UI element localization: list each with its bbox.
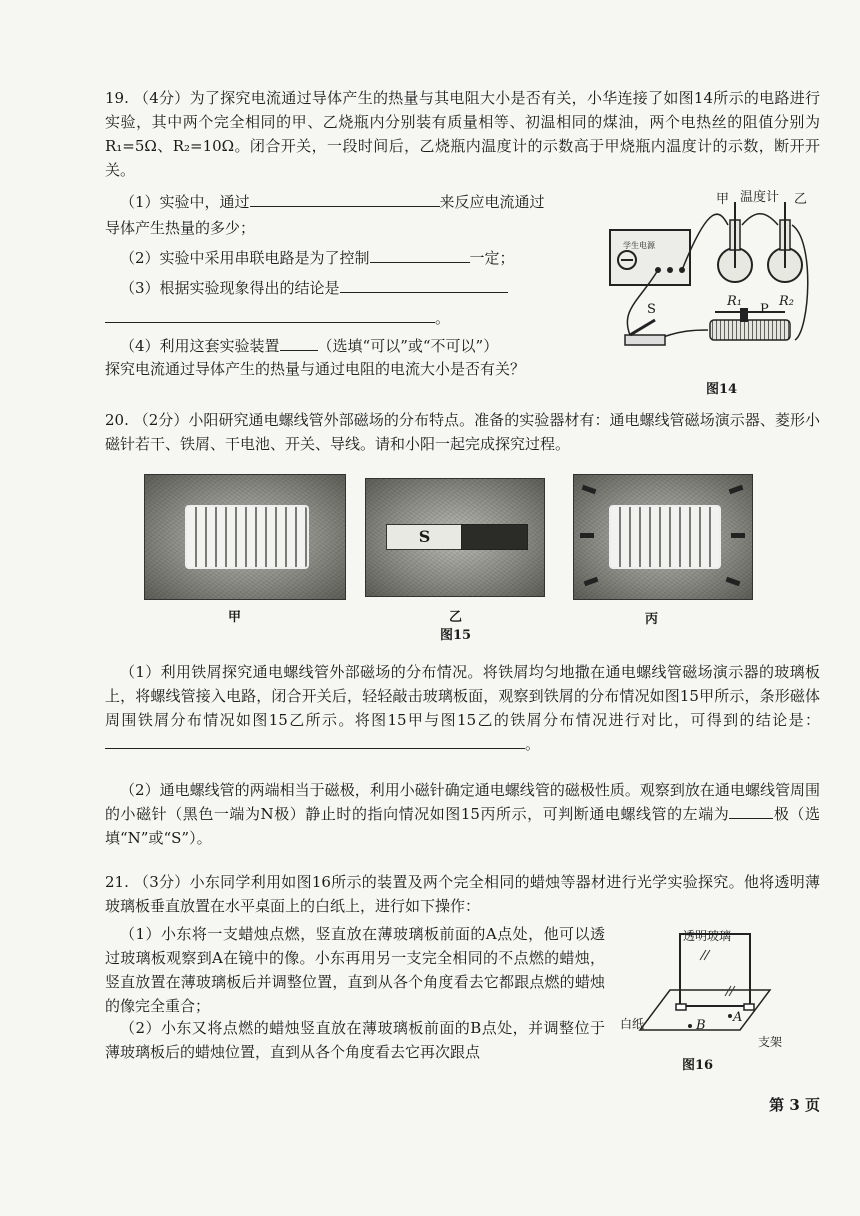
figure-15-caption: 图15 xyxy=(440,628,472,643)
q19-blank-1[interactable] xyxy=(250,190,440,207)
q21-part2: （2）小东又将点燃的蜡烛竖直放在薄玻璃板前面的B点处，并调整位于薄玻璃板后的蜡烛位置，直到从各个角度看去它再次跟点 xyxy=(105,1019,605,1061)
solenoid-icon xyxy=(609,505,721,569)
q20-blank-2[interactable] xyxy=(729,802,773,819)
q20-part1: （1）利用铁屑探究通电螺线管外部磁场的分布情况。将铁屑均匀地撒在通电螺线管磁场演示器的玻璃板上，将螺线管接入电路，闭合开关后，轻轻敲击玻璃板面，观察到铁屑的分布情况如图15甲所示，条形磁体周围铁屑分布情况如图15乙所示。将图15甲与图15乙的铁屑分布情况进行对比，可得到的结论是：。 xyxy=(105,663,820,753)
fig14-label-thermometer: 温度计 xyxy=(740,190,780,205)
q20-part2: （2）通电螺线管的两端相当于磁极，利用小磁针确定通电螺线管的磁极性质。观察到放在通电螺线管周围的小磁针（黑色一端为N极）静止时的指向情况如图15丙所示，可判断通电螺线管的左端为 极（选填“N”或“S”）。 xyxy=(105,781,820,847)
switch-icon xyxy=(625,335,665,345)
fig14-label-supply: 学生电源 xyxy=(623,241,655,250)
q19-blank-2[interactable] xyxy=(370,246,470,263)
figure-15-label-yi: 乙 xyxy=(449,610,463,625)
q19-part1: （1）实验中，通过 来反应电流通过 xyxy=(120,190,545,214)
figure-15-label-bing: 丙 xyxy=(645,612,659,627)
q20-intro: 20. （2分）小阳研究通电螺线管外部磁场的分布特点。准备的实验器材有：通电螺线管磁场演示器、菱形小磁针若干、铁屑、干电池、开关、导线。请和小阳一起完成探究过程。 xyxy=(105,411,820,453)
q19-part2: （2）实验中采用串联电路是为了控制 一定； xyxy=(120,246,515,270)
rheostat-icon xyxy=(710,320,790,340)
compass-needle-icon xyxy=(729,485,744,494)
compass-needle-icon xyxy=(584,577,599,586)
bar-magnet-s-pole: S xyxy=(386,524,463,550)
compass-needle-icon xyxy=(726,577,741,586)
fig14-label-jia: 甲 xyxy=(716,192,730,207)
q19-part3: （3）根据实验现象得出的结论是 xyxy=(120,276,508,300)
q19-blank-4[interactable] xyxy=(280,334,318,351)
q21-intro: 21. （3分）小东同学利用如图16所示的装置及两个完全相同的蜡烛等器材进行光学实验探究。他将透明薄玻璃板垂直放置在水平桌面上的白纸上，进行如下操作： xyxy=(105,873,820,915)
q19-part3-cont: 。 xyxy=(105,306,450,330)
fig16-label-paper: 白纸 xyxy=(620,1017,645,1031)
fig14-label-yi: 乙 xyxy=(794,192,808,207)
bar-magnet-n-pole xyxy=(461,524,528,550)
compass-needle-icon xyxy=(582,485,597,494)
q19-blank-3a[interactable] xyxy=(340,276,508,293)
q19-blank-3b[interactable] xyxy=(105,306,435,323)
q20-blank-1[interactable] xyxy=(105,732,525,749)
q21-part1: （1）小东将一支蜡烛点燃，竖直放在薄玻璃板前面的A点处，他可以透过玻璃板观察到A在镜中的像。小东再用另一支完全相同的不点燃的蜡烛，竖直放置在薄玻璃板后并调整位置，直到从各个角度看去它都跟点燃的蜡烛的像完全重合； xyxy=(105,925,605,1015)
fig14-label-p: P xyxy=(760,302,769,317)
fig14-label-s: S xyxy=(647,302,656,317)
fig16-label-glass: 透明玻璃 xyxy=(683,929,732,943)
page-number: 第 3 页 xyxy=(769,1096,820,1114)
figure-16-caption: 图16 xyxy=(682,1058,714,1073)
solenoid-icon xyxy=(185,505,309,569)
compass-needle-icon xyxy=(580,533,594,538)
q19-part1-cont: 导体产生热量的多少； xyxy=(105,219,256,237)
q19-part4: （4）利用这套实验装置 （选填“可以”或“不可以”） xyxy=(120,334,498,358)
fig16-label-a: A xyxy=(733,1010,743,1025)
q19-intro: 19. （4分）为了探究电流通过导体产生的热量与其电阻大小是否有关，小华连接了如图14所示的电路进行实验，其中两个完全相同的甲、乙烧瓶内分别装有质量相等、初温相同的煤油，两个电热丝的阻值分别为 R₁=5Ω、R₂=10Ω。闭合开关，一段时间后，乙烧瓶内温度计的示数高于甲烧瓶内温度计的示数，断开开关。 xyxy=(105,89,820,179)
fig14-label-r1: R₁ xyxy=(727,294,742,309)
figure-15-jia-photo xyxy=(144,474,346,600)
figure-15-yi-photo xyxy=(365,478,545,597)
fig16-label-b: B xyxy=(696,1018,706,1033)
q19-part4-cont: 探究电流通过导体产生的热量与通过电阻的电流大小是否有关？ xyxy=(105,360,526,378)
compass-needle-icon xyxy=(731,533,745,538)
fig14-label-r2: R₂ xyxy=(779,294,794,309)
figure-14-circuit xyxy=(600,180,825,370)
figure-14-caption: 图14 xyxy=(706,382,738,397)
fig16-label-stand: 支架 xyxy=(758,1035,783,1049)
figure-15-bing-photo xyxy=(573,474,753,600)
figure-15-label-jia: 甲 xyxy=(228,610,242,625)
